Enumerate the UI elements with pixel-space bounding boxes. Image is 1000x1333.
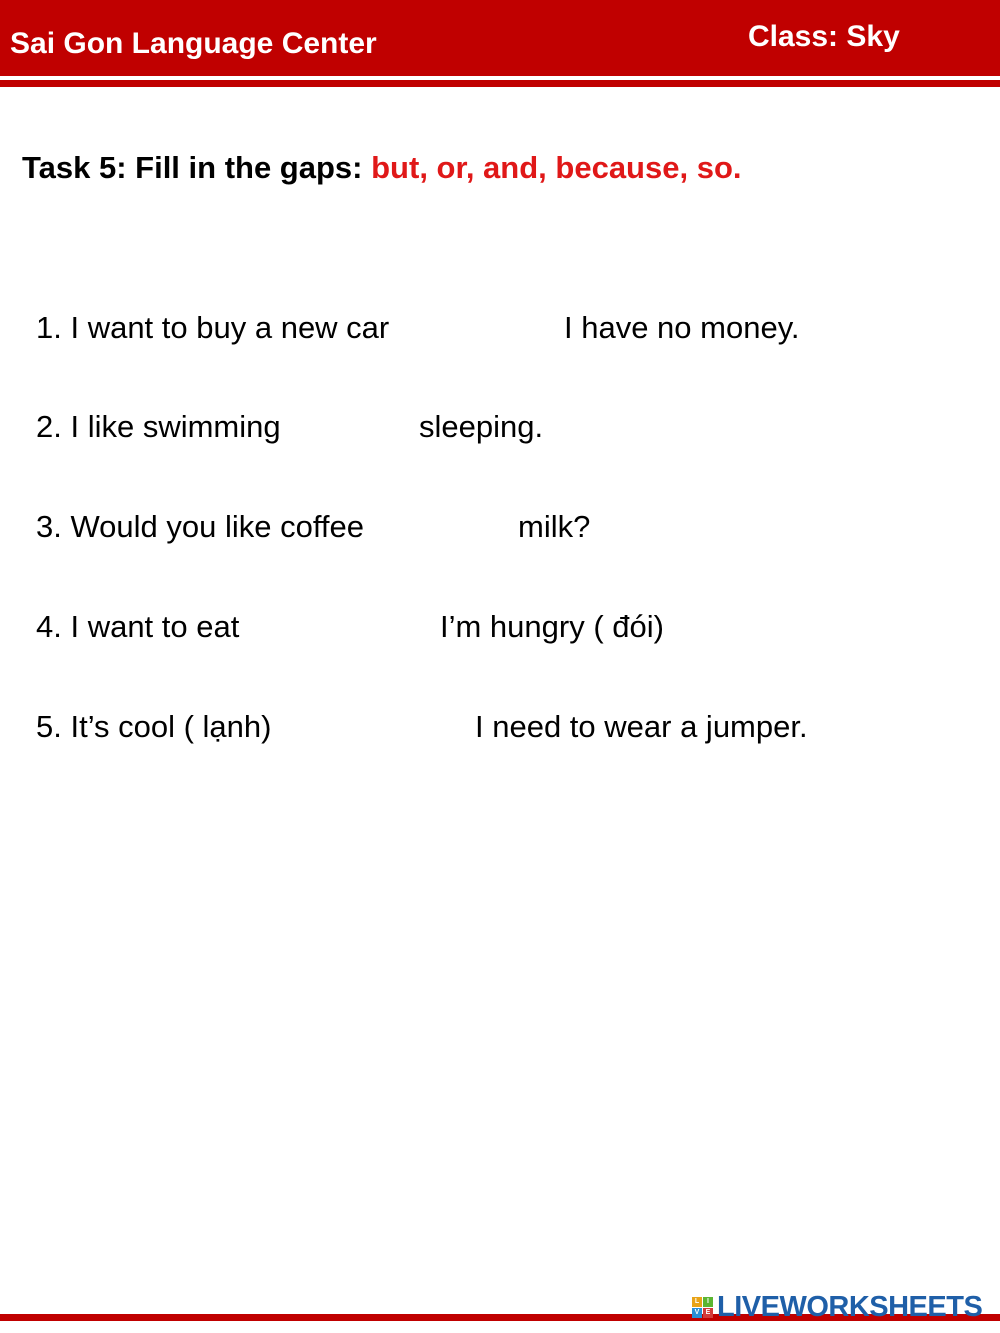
- question-5-text-before: 5. It’s cool ( lạnh): [36, 709, 272, 744]
- question-1-text-after: I have no money.: [564, 310, 800, 345]
- question-5-text-after: I need to wear a jumper.: [475, 709, 808, 744]
- question-2-text-before: 2. I like swimming: [36, 409, 281, 444]
- question-4-text-before: 4. I want to eat: [36, 609, 240, 644]
- question-4-text-after: I’m hungry ( đói): [440, 609, 664, 644]
- question-1-answer-gap[interactable]: [420, 310, 558, 343]
- question-3-text-before: 3. Would you like coffee: [36, 509, 364, 544]
- center-name: Sai Gon Language Center: [10, 27, 377, 60]
- logo-mark-letter: E: [703, 1308, 713, 1318]
- question-5-answer-gap[interactable]: [293, 709, 469, 742]
- question-4-answer-gap[interactable]: [259, 609, 433, 642]
- task-title: [22, 150, 742, 186]
- header-divider-red: [0, 80, 1000, 87]
- liveworksheets-logo-icon: [692, 1297, 713, 1318]
- logo-mark-letter: I: [703, 1297, 713, 1307]
- question-2-answer-gap[interactable]: [302, 409, 414, 442]
- liveworksheets-logo: [692, 1292, 982, 1322]
- task-word-bank: but, or, and, because, so.: [371, 150, 742, 185]
- task-instruction: Task 5: Fill in the gaps:: [22, 150, 363, 185]
- question-1-text-before: 1. I want to buy a new car: [36, 310, 390, 345]
- logo-mark-letter: L: [692, 1297, 702, 1307]
- class-label: Class: Sky: [748, 20, 900, 53]
- question-2-text-after: sleeping.: [419, 409, 544, 444]
- question-3-answer-gap[interactable]: [392, 509, 512, 542]
- logo-mark-letter: V: [692, 1308, 702, 1318]
- question-3-text-after: milk?: [518, 509, 591, 544]
- liveworksheets-logo-text: LIVEWORKSHEETS: [717, 1290, 983, 1323]
